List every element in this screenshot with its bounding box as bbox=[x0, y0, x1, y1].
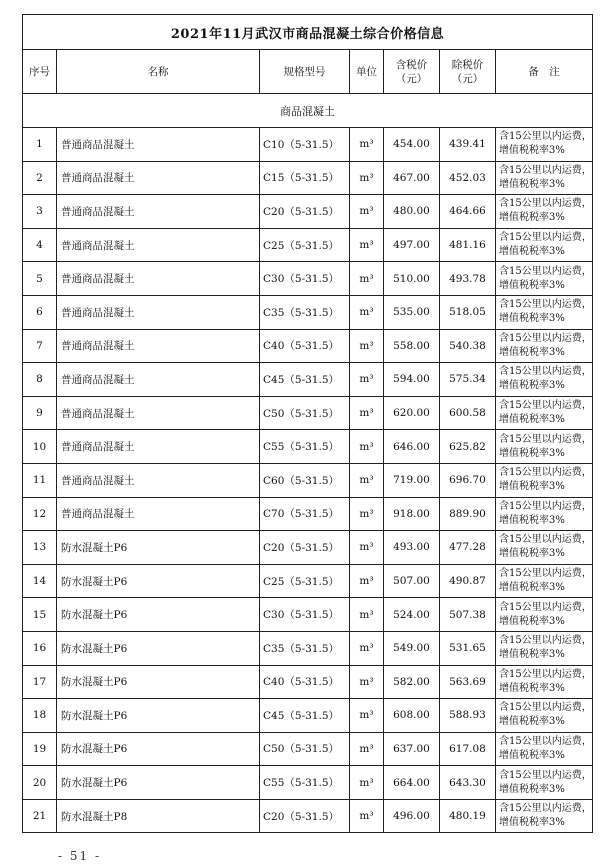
cell-price-incl: 558.00 bbox=[384, 329, 440, 363]
header-remark: 备 注 bbox=[496, 50, 593, 94]
cell-index: 7 bbox=[23, 329, 57, 363]
cell-price-incl: 582.00 bbox=[384, 665, 440, 699]
category-label: 商品混凝土 bbox=[23, 94, 593, 128]
cell-unit: m³ bbox=[350, 396, 384, 430]
cell-price-excl: 643.30 bbox=[440, 766, 496, 800]
cell-unit: m³ bbox=[350, 363, 384, 397]
cell-spec: C20（5-31.5） bbox=[260, 195, 350, 229]
cell-spec: C30（5-31.5） bbox=[260, 262, 350, 296]
cell-name: 防水混凝土P8 bbox=[57, 799, 260, 833]
cell-price-excl: 889.90 bbox=[440, 497, 496, 531]
cell-remark: 含15公里以内运费，增值税税率3% bbox=[496, 228, 593, 262]
cell-spec: C20（5-31.5） bbox=[260, 531, 350, 565]
cell-index: 11 bbox=[23, 463, 57, 497]
cell-unit: m³ bbox=[350, 161, 384, 195]
cell-price-excl: 540.38 bbox=[440, 329, 496, 363]
cell-unit: m³ bbox=[350, 262, 384, 296]
cell-price-incl: 608.00 bbox=[384, 699, 440, 733]
cell-unit: m³ bbox=[350, 665, 384, 699]
table-row bbox=[23, 295, 593, 329]
cell-remark: 含15公里以内运费，增值税税率3% bbox=[496, 463, 593, 497]
table-row bbox=[23, 598, 593, 632]
cell-price-excl: 588.93 bbox=[440, 699, 496, 733]
cell-unit: m³ bbox=[350, 732, 384, 766]
cell-index: 16 bbox=[23, 631, 57, 665]
cell-spec: C35（5-31.5） bbox=[260, 295, 350, 329]
cell-name: 普通商品混凝土 bbox=[57, 363, 260, 397]
table-row bbox=[23, 631, 593, 665]
cell-remark: 含15公里以内运费，增值税税率3% bbox=[496, 363, 593, 397]
cell-name: 普通商品混凝土 bbox=[57, 228, 260, 262]
cell-remark: 含15公里以内运费，增值税税率3% bbox=[496, 598, 593, 632]
cell-spec: C70（5-31.5） bbox=[260, 497, 350, 531]
cell-unit: m³ bbox=[350, 699, 384, 733]
cell-index: 21 bbox=[23, 799, 57, 833]
cell-remark: 含15公里以内运费，增值税税率3% bbox=[496, 766, 593, 800]
cell-index: 5 bbox=[23, 262, 57, 296]
cell-unit: m³ bbox=[350, 631, 384, 665]
table-row bbox=[23, 396, 593, 430]
table-title: 2021年11月武汉市商品混凝土综合价格信息 bbox=[23, 15, 593, 50]
cell-price-excl: 507.38 bbox=[440, 598, 496, 632]
cell-unit: m³ bbox=[350, 329, 384, 363]
cell-remark: 含15公里以内运费，增值税税率3% bbox=[496, 128, 593, 162]
header-row bbox=[23, 50, 593, 94]
cell-unit: m³ bbox=[350, 295, 384, 329]
cell-index: 3 bbox=[23, 195, 57, 229]
cell-price-incl: 637.00 bbox=[384, 732, 440, 766]
cell-price-incl: 493.00 bbox=[384, 531, 440, 565]
cell-remark: 含15公里以内运费，增值税税率3% bbox=[496, 329, 593, 363]
cell-name: 防水混凝土P6 bbox=[57, 598, 260, 632]
cell-price-excl: 477.28 bbox=[440, 531, 496, 565]
cell-name: 防水混凝土P6 bbox=[57, 766, 260, 800]
table-row bbox=[23, 766, 593, 800]
cell-remark: 含15公里以内运费，增值税税率3% bbox=[496, 631, 593, 665]
cell-price-excl: 575.34 bbox=[440, 363, 496, 397]
table-row bbox=[23, 161, 593, 195]
cell-remark: 含15公里以内运费，增值税税率3% bbox=[496, 564, 593, 598]
cell-spec: C45（5-31.5） bbox=[260, 363, 350, 397]
cell-remark: 含15公里以内运费，增值税税率3% bbox=[496, 161, 593, 195]
cell-price-incl: 507.00 bbox=[384, 564, 440, 598]
cell-unit: m³ bbox=[350, 430, 384, 464]
cell-unit: m³ bbox=[350, 128, 384, 162]
cell-spec: C50（5-31.5） bbox=[260, 732, 350, 766]
cell-unit: m³ bbox=[350, 766, 384, 800]
cell-name: 防水混凝土P6 bbox=[57, 699, 260, 733]
cell-name: 普通商品混凝土 bbox=[57, 430, 260, 464]
cell-spec: C25（5-31.5） bbox=[260, 564, 350, 598]
cell-price-incl: 467.00 bbox=[384, 161, 440, 195]
cell-price-incl: 594.00 bbox=[384, 363, 440, 397]
cell-spec: C10（5-31.5） bbox=[260, 128, 350, 162]
cell-index: 6 bbox=[23, 295, 57, 329]
cell-index: 9 bbox=[23, 396, 57, 430]
cell-spec: C55（5-31.5） bbox=[260, 766, 350, 800]
cell-price-incl: 496.00 bbox=[384, 799, 440, 833]
cell-price-excl: 480.19 bbox=[440, 799, 496, 833]
cell-remark: 含15公里以内运费，增值税税率3% bbox=[496, 665, 593, 699]
cell-name: 普通商品混凝土 bbox=[57, 262, 260, 296]
cell-price-incl: 664.00 bbox=[384, 766, 440, 800]
cell-price-excl: 490.87 bbox=[440, 564, 496, 598]
cell-price-incl: 646.00 bbox=[384, 430, 440, 464]
cell-unit: m³ bbox=[350, 564, 384, 598]
cell-name: 普通商品混凝土 bbox=[57, 329, 260, 363]
header-name: 名称 bbox=[57, 50, 260, 94]
cell-spec: C30（5-31.5） bbox=[260, 598, 350, 632]
cell-index: 4 bbox=[23, 228, 57, 262]
cell-spec: C50（5-31.5） bbox=[260, 396, 350, 430]
cell-index: 15 bbox=[23, 598, 57, 632]
table-row bbox=[23, 531, 593, 565]
cell-index: 1 bbox=[23, 128, 57, 162]
header-price-excl: 除税价（元） bbox=[440, 50, 496, 94]
cell-spec: C25（5-31.5） bbox=[260, 228, 350, 262]
cell-index: 8 bbox=[23, 363, 57, 397]
table-row bbox=[23, 363, 593, 397]
cell-price-incl: 535.00 bbox=[384, 295, 440, 329]
cell-index: 18 bbox=[23, 699, 57, 733]
table-row bbox=[23, 128, 593, 162]
cell-price-incl: 454.00 bbox=[384, 128, 440, 162]
cell-spec: C40（5-31.5） bbox=[260, 329, 350, 363]
cell-price-incl: 497.00 bbox=[384, 228, 440, 262]
cell-spec: C45（5-31.5） bbox=[260, 699, 350, 733]
cell-index: 12 bbox=[23, 497, 57, 531]
cell-remark: 含15公里以内运费，增值税税率3% bbox=[496, 531, 593, 565]
cell-unit: m³ bbox=[350, 497, 384, 531]
header-unit: 单位 bbox=[350, 50, 384, 94]
page-number: - 51 - bbox=[58, 849, 102, 863]
cell-name: 普通商品混凝土 bbox=[57, 497, 260, 531]
cell-index: 20 bbox=[23, 766, 57, 800]
cell-remark: 含15公里以内运费，增值税税率3% bbox=[496, 262, 593, 296]
cell-name: 防水混凝土P6 bbox=[57, 564, 260, 598]
cell-spec: C35（5-31.5） bbox=[260, 631, 350, 665]
cell-name: 普通商品混凝土 bbox=[57, 128, 260, 162]
header-spec: 规格型号 bbox=[260, 50, 350, 94]
cell-price-incl: 918.00 bbox=[384, 497, 440, 531]
cell-name: 普通商品混凝土 bbox=[57, 295, 260, 329]
cell-name: 普通商品混凝土 bbox=[57, 161, 260, 195]
cell-price-excl: 439.41 bbox=[440, 128, 496, 162]
cell-price-excl: 531.65 bbox=[440, 631, 496, 665]
table-row bbox=[23, 228, 593, 262]
cell-price-incl: 510.00 bbox=[384, 262, 440, 296]
cell-unit: m³ bbox=[350, 463, 384, 497]
table-row bbox=[23, 463, 593, 497]
table-row bbox=[23, 195, 593, 229]
cell-unit: m³ bbox=[350, 598, 384, 632]
cell-remark: 含15公里以内运费，增值税税率3% bbox=[496, 396, 593, 430]
cell-index: 14 bbox=[23, 564, 57, 598]
cell-index: 2 bbox=[23, 161, 57, 195]
cell-unit: m³ bbox=[350, 799, 384, 833]
header-price-incl: 含税价（元） bbox=[384, 50, 440, 94]
cell-unit: m³ bbox=[350, 195, 384, 229]
cell-price-incl: 620.00 bbox=[384, 396, 440, 430]
cell-price-excl: 696.70 bbox=[440, 463, 496, 497]
cell-spec: C20（5-31.5） bbox=[260, 799, 350, 833]
cell-price-excl: 617.08 bbox=[440, 732, 496, 766]
cell-price-incl: 480.00 bbox=[384, 195, 440, 229]
cell-price-excl: 464.66 bbox=[440, 195, 496, 229]
cell-remark: 含15公里以内运费，增值税税率3% bbox=[496, 430, 593, 464]
table-row bbox=[23, 564, 593, 598]
cell-remark: 含15公里以内运费，增值税税率3% bbox=[496, 732, 593, 766]
cell-unit: m³ bbox=[350, 228, 384, 262]
cell-name: 防水混凝土P6 bbox=[57, 631, 260, 665]
table-row bbox=[23, 497, 593, 531]
cell-price-excl: 452.03 bbox=[440, 161, 496, 195]
cell-index: 19 bbox=[23, 732, 57, 766]
cell-remark: 含15公里以内运费，增值税税率3% bbox=[496, 497, 593, 531]
cell-name: 防水混凝土P6 bbox=[57, 665, 260, 699]
cell-price-excl: 493.78 bbox=[440, 262, 496, 296]
cell-price-excl: 600.58 bbox=[440, 396, 496, 430]
table-row bbox=[23, 732, 593, 766]
cell-remark: 含15公里以内运费，增值税税率3% bbox=[496, 295, 593, 329]
header-index: 序号 bbox=[23, 50, 57, 94]
cell-spec: C55（5-31.5） bbox=[260, 430, 350, 464]
cell-price-incl: 524.00 bbox=[384, 598, 440, 632]
cell-price-excl: 518.05 bbox=[440, 295, 496, 329]
cell-price-excl: 481.16 bbox=[440, 228, 496, 262]
table-row bbox=[23, 329, 593, 363]
cell-name: 普通商品混凝土 bbox=[57, 396, 260, 430]
cell-name: 普通商品混凝土 bbox=[57, 463, 260, 497]
cell-name: 防水混凝土P6 bbox=[57, 732, 260, 766]
cell-spec: C40（5-31.5） bbox=[260, 665, 350, 699]
cell-price-incl: 549.00 bbox=[384, 631, 440, 665]
table-row bbox=[23, 699, 593, 733]
cell-price-incl: 719.00 bbox=[384, 463, 440, 497]
cell-remark: 含15公里以内运费，增值税税率3% bbox=[496, 799, 593, 833]
cell-index: 13 bbox=[23, 531, 57, 565]
cell-price-excl: 563.69 bbox=[440, 665, 496, 699]
table-row bbox=[23, 430, 593, 464]
cell-remark: 含15公里以内运费，增值税税率3% bbox=[496, 195, 593, 229]
cell-spec: C15（5-31.5） bbox=[260, 161, 350, 195]
cell-name: 防水混凝土P6 bbox=[57, 531, 260, 565]
cell-price-excl: 625.82 bbox=[440, 430, 496, 464]
cell-unit: m³ bbox=[350, 531, 384, 565]
table-row bbox=[23, 799, 593, 833]
price-table bbox=[22, 14, 593, 833]
cell-name: 普通商品混凝土 bbox=[57, 195, 260, 229]
table-row bbox=[23, 262, 593, 296]
cell-index: 17 bbox=[23, 665, 57, 699]
cell-remark: 含15公里以内运费，增值税税率3% bbox=[496, 699, 593, 733]
cell-index: 10 bbox=[23, 430, 57, 464]
cell-spec: C60（5-31.5） bbox=[260, 463, 350, 497]
table-row bbox=[23, 665, 593, 699]
